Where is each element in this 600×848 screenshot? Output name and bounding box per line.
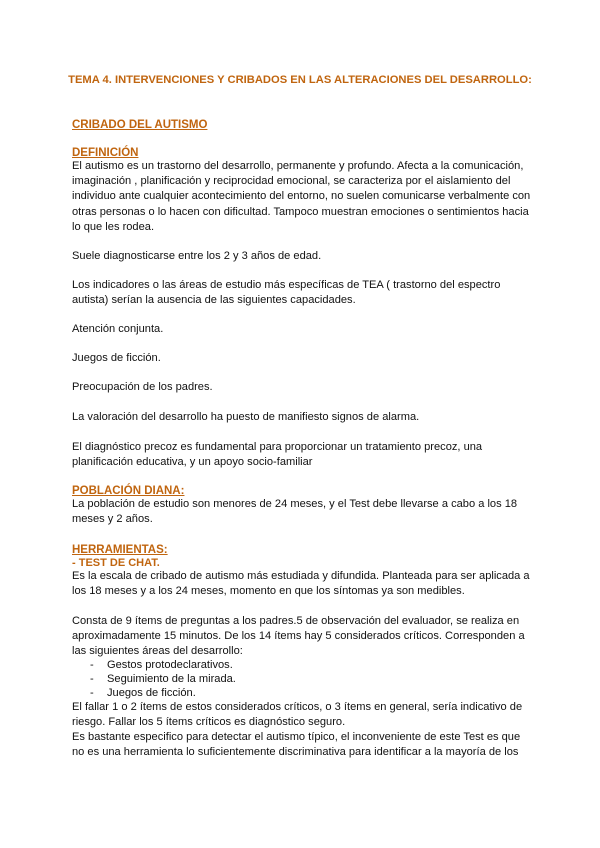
definicion-paragraph-5: Juegos de ficción. (72, 352, 161, 364)
dash-bullet: - (90, 673, 94, 685)
list-item-text: Gestos protodeclarativos. (107, 659, 233, 671)
document-title: TEMA 4. INTERVENCIONES Y CRIBADOS EN LAS ALTERACIONES DEL DESARROLLO: (68, 74, 532, 86)
list-item-text: Seguimiento de la mirada. (107, 673, 236, 685)
list-item (72, 686, 532, 700)
herramientas-paragraph-2: Consta de 9 ítems de preguntas a los padres.5 de observación del evaluador, se realiza en aproximadamente 15 minutos. De los 14 ítems hay 5 considerados críticos. Corresponden a las siguientes áreas del desarrollo: (72, 615, 525, 658)
definicion-paragraph-1: El autismo es un trastorno del desarrollo, permanente y profundo. Afecta a la comunicación, imaginación , planificación y reciprocidad emocional, se caracteriza por el aislamiento del individuo ante cualquier acontecimiento del entorno, no suelen comunicarse verbalmente con otras personas o lo hacen con dificultad. Tampoco muestran emociones o sentimientos hacia lo que les rodea. (72, 160, 531, 233)
poblacion-paragraph-1: La población de estudio son menores de 24 meses, y el Test debe llevarse a cabo a los 18 meses y 2 años. (72, 498, 518, 526)
section-heading-definicion: DEFINICIÓN (72, 147, 139, 159)
list-item-text: Juegos de ficción. (107, 687, 196, 699)
section-heading-herramientas: HERRAMIENTAS: (72, 544, 168, 556)
subheading-test-chat: - TEST DE CHAT. (72, 557, 160, 569)
definicion-paragraph-4: Atención conjunta. (72, 323, 164, 335)
section-heading-poblacion: POBLACIÓN DIANA: (72, 485, 185, 497)
definicion-paragraph-7: La valoración del desarrollo ha puesto de manifiesto signos de alarma. (72, 411, 420, 423)
definicion-paragraph-2: Suele diagnosticarse entre los 2 y 3 años de edad. (72, 250, 322, 262)
dash-bullet: - (90, 659, 94, 671)
definicion-paragraph-8: El diagnóstico precoz es fundamental para proporcionar un tratamiento precoz, una planificación educativa, y un apoyo socio-familiar (72, 441, 483, 469)
definicion-paragraph-3: Los indicadores o las áreas de estudio más específicas de TEA ( trastorno del espectro autista) serían la ausencia de las siguientes capacidades. (72, 279, 501, 307)
areas-list (72, 658, 532, 700)
herramientas-paragraph-1: Es la escala de cribado de autismo más estudiada y difundida. Planteada para ser aplicada a los 18 meses y a los 24 meses, momento en que los síntomas ya son medibles. (72, 570, 530, 598)
herramientas-paragraph-4: Es bastante especifico para detectar el autismo típico, el inconveniente de este Test es que no es una herramienta lo suficientemente discriminativa para identificar a la mayoría de los (72, 731, 521, 759)
list-item (72, 672, 532, 686)
list-item (72, 658, 532, 672)
section-heading-cribado: CRIBADO DEL AUTISMO (72, 119, 208, 131)
definicion-paragraph-6: Preocupación de los padres. (72, 381, 213, 393)
herramientas-paragraph-3: El fallar 1 o 2 ítems de estos considerados críticos, o 3 ítems en general, sería indicativo de riesgo. Fallar los 5 ítems críticos es diagnóstico seguro. (72, 701, 523, 729)
dash-bullet: - (90, 687, 94, 699)
